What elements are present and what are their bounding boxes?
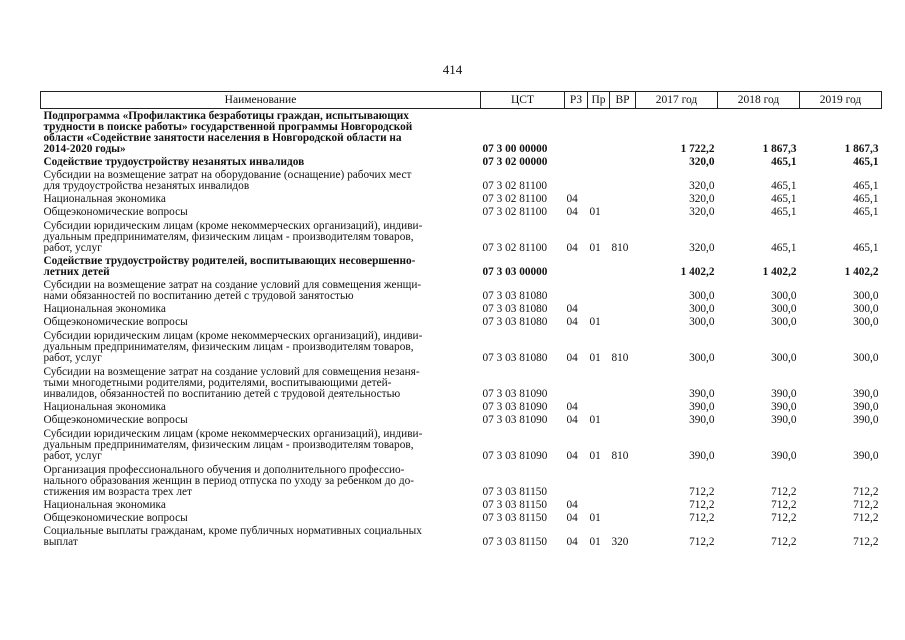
- cell-vr: 810: [611, 242, 629, 254]
- cell-2018: 465,1: [771, 206, 797, 218]
- cell-name-line: стижения им возраста трех лет: [43, 486, 192, 498]
- cell-2019: 1 402,2: [844, 266, 879, 278]
- cell-2017: 390,0: [689, 401, 715, 413]
- cell-vr: 810: [611, 450, 629, 462]
- cell-name: [41, 328, 481, 364]
- cell-rz: 04: [566, 499, 578, 511]
- cell-2019: 390,0: [853, 450, 879, 462]
- cell-name-line: выплат: [43, 536, 78, 548]
- cell-2019: 712,2: [853, 499, 879, 511]
- cell-2019: 712,2: [853, 486, 879, 498]
- cell-2019: 465,1: [853, 206, 879, 218]
- cell-2018: 1 867,3: [762, 143, 797, 155]
- cell-cst: 07 3 02 81100: [482, 206, 548, 218]
- cell-pr: [588, 364, 610, 400]
- cell-cst: 07 3 03 81090: [482, 401, 548, 413]
- table-row: [41, 192, 882, 205]
- cell-rz: 04: [566, 242, 578, 254]
- cell-2019: 390,0: [853, 414, 879, 426]
- cell-name: [41, 511, 481, 524]
- cell-name-line: Общеэкономические вопросы: [43, 414, 188, 426]
- cell-2017: 390,0: [689, 450, 715, 462]
- table-row: [41, 426, 882, 462]
- cell-vr: [610, 278, 636, 302]
- cell-2019: 300,0: [853, 290, 879, 302]
- cell-pr: [588, 155, 610, 168]
- cell-cst: 07 3 03 81090: [482, 388, 548, 400]
- cell-name-line: Подпрограмма «Профилактика безработицы граждан, испытывающих: [43, 110, 409, 122]
- cell-vr: [610, 498, 636, 511]
- header-rz: РЗ: [565, 92, 588, 109]
- cell-name-line: Субсидии юридическим лицам (кроме некоммерческих организаций), индиви-: [43, 428, 423, 440]
- cell-name-line: тыми многодетными родителями, родителями, воспитывающими детей-: [43, 377, 392, 389]
- cell-name: [41, 192, 481, 205]
- cell-2018: 300,0: [771, 290, 797, 302]
- cell-name-line: Субсидии на возмещение затрат на оборудование (оснащение) рабочих мест: [43, 169, 412, 181]
- cell-name-line: Национальная экономика: [43, 401, 166, 413]
- cell-2017: 712,2: [689, 486, 715, 498]
- page-number: 414: [442, 62, 463, 77]
- cell-pr: [588, 302, 610, 315]
- cell-vr: 320: [611, 536, 629, 548]
- cell-cst: 07 3 02 81100: [482, 180, 548, 192]
- cell-rz: [565, 168, 588, 192]
- cell-pr: 01: [589, 512, 601, 524]
- cell-2017: 320,0: [689, 242, 715, 254]
- cell-pr: 01: [589, 536, 601, 548]
- cell-name-line: инвалидов, обязанностей по воспитанию детей с трудовой деятельностью: [43, 388, 401, 400]
- cell-cst: 07 3 03 81080: [482, 303, 548, 315]
- cell-vr: [610, 302, 636, 315]
- cell-cst: 07 3 03 81080: [482, 352, 548, 364]
- cell-2018: 300,0: [771, 303, 797, 315]
- cell-name-line: 2014-2020 годы»: [43, 143, 126, 155]
- cell-rz: 04: [566, 536, 578, 548]
- cell-rz: [565, 109, 588, 156]
- cell-2017: 712,2: [689, 512, 715, 524]
- budget-table: [40, 91, 882, 548]
- cell-cst: 07 3 03 81150: [482, 499, 548, 511]
- cell-cst: 07 3 03 81150: [482, 512, 548, 524]
- cell-name-line: летних детей: [43, 266, 110, 278]
- table-header: [41, 92, 882, 109]
- cell-2018: 712,2: [771, 486, 797, 498]
- cell-name-line: Субсидии юридическим лицам (кроме некоммерческих организаций), индиви-: [43, 220, 423, 232]
- cell-2019: 1 867,3: [844, 143, 879, 155]
- cell-rz: 04: [566, 450, 578, 462]
- cell-vr: [610, 400, 636, 413]
- cell-rz: 04: [566, 206, 578, 218]
- cell-2018: 390,0: [771, 414, 797, 426]
- cell-name: [41, 413, 481, 426]
- cell-name: [41, 109, 481, 156]
- cell-name: [41, 364, 481, 400]
- cell-pr: [588, 168, 610, 192]
- cell-name-line: Общеэкономические вопросы: [43, 512, 188, 524]
- cell-pr: [588, 109, 610, 156]
- cell-2019: 712,2: [853, 536, 879, 548]
- table-row: [41, 315, 882, 328]
- cell-rz: 04: [566, 316, 578, 328]
- header-2019: 2019 год: [800, 92, 882, 109]
- cell-rz: [565, 278, 588, 302]
- cell-2017: 300,0: [689, 303, 715, 315]
- cell-cst: 07 3 03 81080: [482, 290, 548, 302]
- cell-2018: 465,1: [771, 180, 797, 192]
- cell-pr: [588, 192, 610, 205]
- cell-name-line: Субсидии на возмещение затрат на создание условий для совмещения женщи-: [43, 279, 422, 291]
- cell-2019: 712,2: [853, 512, 879, 524]
- cell-cst: 07 3 02 81100: [482, 193, 548, 205]
- cell-2017: 1 722,2: [680, 143, 715, 155]
- cell-2018: 300,0: [771, 316, 797, 328]
- cell-name-line: работ, услуг: [43, 450, 102, 462]
- cell-name-line: работ, услуг: [43, 352, 102, 364]
- cell-name-line: Субсидии на возмещение затрат на создание условий для совмещения незаня-: [43, 366, 420, 378]
- header-2017: 2017 год: [636, 92, 718, 109]
- cell-pr: [588, 462, 610, 498]
- cell-2019: 300,0: [853, 303, 879, 315]
- cell-2019: 390,0: [853, 388, 879, 400]
- table-row: [41, 278, 882, 302]
- cell-name-line: дуальным предпринимателям, физическим лицам - производителям товаров,: [43, 439, 414, 451]
- cell-vr: [610, 462, 636, 498]
- cell-pr: 01: [589, 316, 601, 328]
- table-row: [41, 254, 882, 278]
- table-row: [41, 302, 882, 315]
- cell-name-line: Общеэкономические вопросы: [43, 206, 188, 218]
- cell-name: [41, 254, 481, 278]
- table-row: [41, 205, 882, 218]
- cell-name-line: Национальная экономика: [43, 303, 166, 315]
- cell-name-line: для трудоустройства незанятых инвалидов: [43, 180, 250, 192]
- cell-name-line: области «Содействие занятости населения в Новгородской области на: [43, 132, 402, 144]
- cell-name-line: нами обязанностей по воспитанию детей с трудовой занятостью: [43, 290, 354, 302]
- cell-2019: 465,1: [853, 156, 879, 168]
- cell-2018: 465,1: [771, 242, 797, 254]
- cell-vr: [610, 192, 636, 205]
- cell-pr: 01: [589, 414, 601, 426]
- cell-cst: 07 3 03 81080: [482, 316, 548, 328]
- cell-2017: 390,0: [689, 414, 715, 426]
- cell-name-line: Общеэкономические вопросы: [43, 316, 188, 328]
- cell-2018: 712,2: [771, 499, 797, 511]
- cell-name-line: Национальная экономика: [43, 193, 166, 205]
- cell-pr: 01: [589, 450, 601, 462]
- cell-name-line: работ, услуг: [43, 242, 102, 254]
- header-cst: ЦСТ: [481, 92, 565, 109]
- cell-2018: 712,2: [771, 536, 797, 548]
- cell-cst: 07 3 03 81150: [482, 536, 548, 548]
- cell-pr: 01: [589, 206, 601, 218]
- cell-name: [41, 168, 481, 192]
- cell-vr: [610, 155, 636, 168]
- cell-2017: 390,0: [689, 388, 715, 400]
- table-row: [41, 328, 882, 364]
- cell-vr: [610, 413, 636, 426]
- cell-cst: 07 3 03 81090: [482, 414, 548, 426]
- cell-rz: 04: [566, 401, 578, 413]
- cell-2017: 320,0: [689, 180, 715, 192]
- cell-2019: 465,1: [853, 242, 879, 254]
- cell-pr: 01: [589, 242, 601, 254]
- cell-name: [41, 302, 481, 315]
- cell-2017: 320,0: [689, 206, 715, 218]
- table-row: [41, 413, 882, 426]
- cell-vr: [610, 109, 636, 156]
- cell-name: [41, 315, 481, 328]
- cell-name-line: Организация профессионального обучения и дополнительного профессио-: [43, 464, 405, 476]
- cell-name-line: дуальным предпринимателям, физическим лицам - производителям товаров,: [43, 341, 414, 353]
- cell-2019: 390,0: [853, 401, 879, 413]
- cell-name-line: Содействие трудоустройству родителей, воспитывающих несовершенно-: [43, 255, 416, 267]
- cell-name-line: Содействие трудоустройству незанятых инвалидов: [43, 156, 305, 168]
- cell-2017: 1 402,2: [680, 266, 715, 278]
- cell-rz: [565, 254, 588, 278]
- cell-2017: 712,2: [689, 536, 715, 548]
- cell-2017: 320,0: [689, 156, 715, 168]
- cell-cst: 07 3 03 81090: [482, 450, 548, 462]
- cell-2018: 390,0: [771, 450, 797, 462]
- cell-rz: [565, 155, 588, 168]
- cell-name: [41, 155, 481, 168]
- cell-name: [41, 205, 481, 218]
- cell-cst: 07 3 00 00000: [482, 143, 548, 155]
- cell-vr: [610, 511, 636, 524]
- cell-name-line: трудности в поиске работы» государственной программы Новгородской: [43, 121, 413, 133]
- cell-2018: 390,0: [771, 388, 797, 400]
- table-row: [41, 400, 882, 413]
- cell-rz: 04: [566, 414, 578, 426]
- cell-2017: 300,0: [689, 316, 715, 328]
- cell-2019: 300,0: [853, 316, 879, 328]
- cell-cst: 07 3 03 81150: [482, 486, 548, 498]
- cell-2018: 300,0: [771, 352, 797, 364]
- cell-cst: 07 3 03 00000: [482, 266, 548, 278]
- cell-2019: 300,0: [853, 352, 879, 364]
- cell-vr: [610, 315, 636, 328]
- table-row: [41, 462, 882, 498]
- cell-vr: [610, 254, 636, 278]
- cell-vr: 810: [611, 352, 629, 364]
- header-vr: ВР: [610, 92, 636, 109]
- cell-pr: [588, 498, 610, 511]
- cell-name-line: Национальная экономика: [43, 499, 166, 511]
- table-row: [41, 364, 882, 400]
- header-name: Наименование: [41, 92, 481, 109]
- cell-name: [41, 218, 481, 254]
- cell-vr: [610, 168, 636, 192]
- cell-2018: 465,1: [771, 193, 797, 205]
- cell-name-line: дуальным предпринимателям, физическим лицам - производителям товаров,: [43, 231, 414, 243]
- cell-2017: 300,0: [689, 290, 715, 302]
- cell-2018: 390,0: [771, 401, 797, 413]
- cell-name: [41, 400, 481, 413]
- cell-name: [41, 498, 481, 511]
- table-row: [41, 109, 882, 156]
- cell-name-line: Субсидии юридическим лицам (кроме некоммерческих организаций), индиви-: [43, 330, 423, 342]
- table-row: [41, 168, 882, 192]
- cell-pr: [588, 278, 610, 302]
- table-body: [41, 109, 882, 549]
- cell-pr: [588, 400, 610, 413]
- header-2018: 2018 год: [718, 92, 800, 109]
- cell-name: [41, 426, 481, 462]
- cell-name: [41, 524, 481, 548]
- cell-2018: 465,1: [771, 156, 797, 168]
- cell-2017: 320,0: [689, 193, 715, 205]
- cell-2018: 712,2: [771, 512, 797, 524]
- cell-cst: 07 3 02 81100: [482, 242, 548, 254]
- cell-name: [41, 462, 481, 498]
- cell-vr: [610, 205, 636, 218]
- header-pr: Пр: [588, 92, 610, 109]
- cell-rz: [565, 462, 588, 498]
- table-row: [41, 498, 882, 511]
- cell-2019: 465,1: [853, 180, 879, 192]
- cell-2019: 465,1: [853, 193, 879, 205]
- cell-name-line: Социальные выплаты гражданам, кроме публичных нормативных социальных: [43, 525, 422, 537]
- cell-rz: 04: [566, 512, 578, 524]
- cell-2017: 712,2: [689, 499, 715, 511]
- cell-cst: 07 3 02 00000: [482, 156, 548, 168]
- cell-2018: 1 402,2: [762, 266, 797, 278]
- cell-pr: [588, 254, 610, 278]
- table-row: [41, 218, 882, 254]
- cell-rz: [565, 364, 588, 400]
- cell-2017: 300,0: [689, 352, 715, 364]
- cell-name: [41, 278, 481, 302]
- cell-name-line: нального образования женщин в период отпуска по уходу за ребенком до до-: [43, 475, 415, 487]
- table-row: [41, 511, 882, 524]
- cell-vr: [610, 364, 636, 400]
- table-row: [41, 524, 882, 548]
- cell-rz: 04: [566, 352, 578, 364]
- cell-rz: 04: [566, 193, 578, 205]
- table-row: [41, 155, 882, 168]
- cell-rz: 04: [566, 303, 578, 315]
- cell-pr: 01: [589, 352, 601, 364]
